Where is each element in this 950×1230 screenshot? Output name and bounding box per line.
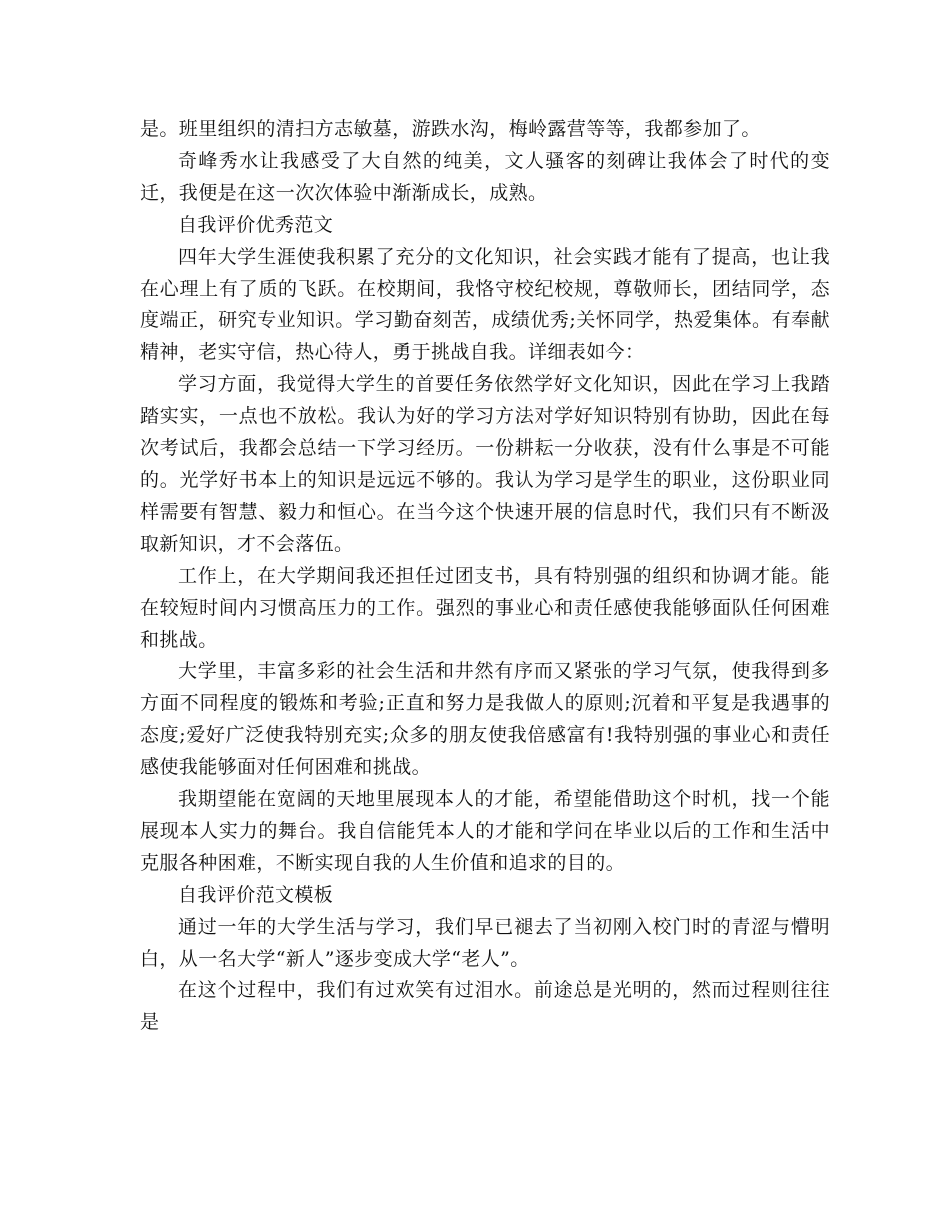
paragraph: 大学里，丰富多彩的社会生活和井然有序而又紧张的学习气氛，使我得到多方面不同程度的锻炼和考验;正直和努力是我做人的原则;沉着和平复是我遇事的态度;爱好广泛使我特别充实;众多的朋友使我倍感富有!我特别强的事业心和责任感使我能够面对任何困难和挑战。	[140, 660, 830, 779]
paragraph: 我期望能在宽阔的天地里展现本人的才能，希望能借助这个时机，找一个能展现本人实力的舞台。我自信能凭本人的才能和学问在毕业以后的工作和生活中克服各种困难，不断实现自我的人生价值和追求的目的。	[140, 788, 830, 874]
section-heading: 自我评价范文模板	[178, 883, 334, 906]
section-heading: 自我评价优秀范文	[178, 213, 334, 236]
paragraph: 奇峰秀水让我感受了大自然的纯美，文人骚客的刻碑让我体会了时代的变迁，我便是在这一次次体验中渐渐成长，成熟。	[140, 149, 830, 204]
paragraph: 在这个过程中，我们有过欢笑有过泪水。前途总是光明的，然而过程则往往是	[140, 979, 830, 1034]
paragraph: 四年大学生涯使我积累了充分的文化知识，社会实践才能有了提高，也让我在心理上有了质的飞跃。在校期间，我恪守校纪校规，尊敬师长，团结同学，态度端正，研究专业知识。学习勤奋刻苦，成绩优秀;关怀同学，热爱集体。有奉献精神，老实守信，热心待人，勇于挑战自我。详细表如今：	[140, 245, 830, 364]
paragraph: 学习方面，我觉得大学生的首要任务依然学好文化知识，因此在学习上我踏踏实实，一点也不放松。我认为好的学习方法对学好知识特别有协助，因此在每次考试后，我都会总结一下学习经历。一份耕耘一分收获，没有什么事是不可能的。光学好书本上的知识是远远不够的。我认为学习是学生的职业，这份职业同样需要有智慧、毅力和恒心。在当今这个快速开展的信息时代，我们只有不断汲取新知识，才不会落伍。	[140, 373, 830, 555]
paragraph: 工作上，在大学期间我还担任过团支书，具有特别强的组织和协调才能。能在较短时间内习惯高压力的工作。强烈的事业心和责任感使我能够面队任何困难和挑战。	[140, 564, 830, 651]
paragraph-continuation: 是。班里组织的清扫方志敏墓，游跌水沟，梅岭露营等等，我都参加了。	[140, 118, 761, 140]
paragraph: 通过一年的大学生活与学习，我们早已褪去了当初刚入校门时的青涩与懵明白，从一名大学“新人”逐步变成大学“老人”。	[140, 915, 830, 970]
document-body	[140, 114, 830, 1039]
